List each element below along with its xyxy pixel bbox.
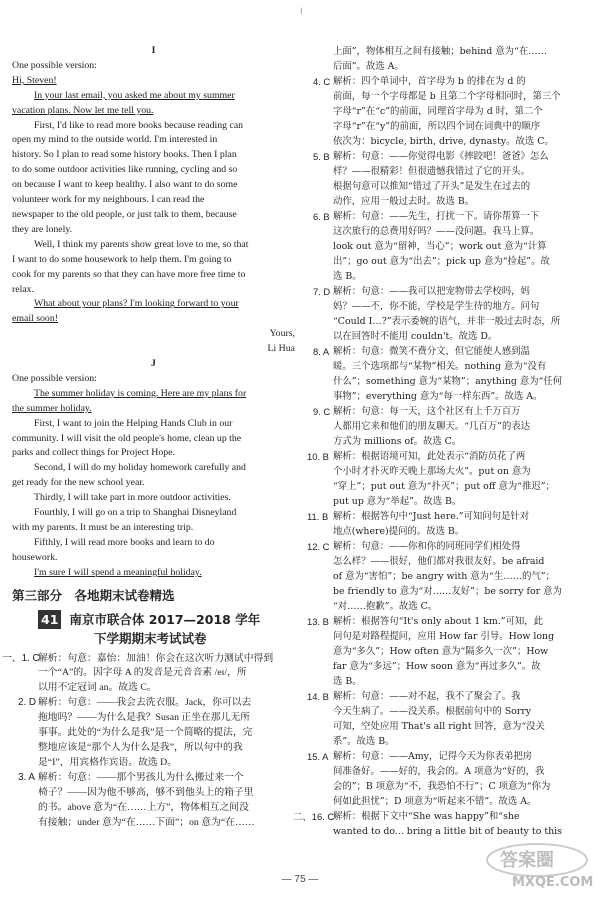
section-j-line: One possible version: <box>12 372 97 384</box>
section-i-line: relax. <box>12 283 35 295</box>
answer-item <box>12 696 295 771</box>
answer-number: 13. B <box>307 616 329 627</box>
answer-text: 前面，每一个字母都是 b 且第二个字母相同时，第三个 <box>333 91 561 102</box>
answer-line <box>307 824 593 839</box>
answer-line <box>307 269 593 284</box>
answer-line: 是“I”，用宾格作宾语。故选 D。 <box>38 756 178 768</box>
answer-text: 会的”；B 项意为“不，我恐怕不行”；C 项意为“你为 <box>333 781 551 792</box>
section-j-line: Thirdly, I will take part in more outdoor activities. <box>34 492 231 504</box>
answer-text: 地点(where)提问的。故选 B。 <box>333 526 465 537</box>
answer-number: 二、16. C <box>293 811 335 822</box>
section-j-line: the summer holiday. <box>12 402 92 414</box>
watermark-logo <box>482 838 592 890</box>
answer-line <box>307 344 593 359</box>
right-column <box>293 44 593 839</box>
answer-line <box>307 689 593 704</box>
answer-text: 解析：句意：微笑不费分文，但它能使人感到温 <box>333 346 530 357</box>
letter-signature: Li Hua <box>267 343 295 355</box>
paper-title-line1: 南京市联合体 2017—2018 学年 <box>69 611 261 627</box>
answer-item <box>12 771 295 831</box>
section-i-line: volunteer work for my neighbours. I can read the <box>12 194 205 206</box>
answer-line: 解析：句意：嘉怡：加油！你会在这次听力测试中得到 <box>38 652 274 664</box>
section-j-line: The summer holiday is coming. Here are my plans for <box>34 387 247 399</box>
answer-line <box>307 164 593 179</box>
answer-text: 妈？——不，你不能，学校是学生待的地方。问句 <box>333 301 540 312</box>
answer-line <box>307 674 593 689</box>
answer-text: 解析：句意：——你和你的同班同学们相处得 <box>333 541 521 552</box>
answer-line <box>307 569 593 584</box>
paper-title-line2: 下学期期末考试试卷 <box>94 630 207 646</box>
answer-line <box>307 299 593 314</box>
answer-text: “Could I…?”表示委婉的语气，并非一般过去时态，所 <box>333 316 561 327</box>
answer-line: 以用不定冠词 an。故选 C。 <box>38 682 157 694</box>
top-margin-mark: I <box>300 6 303 16</box>
svg-text:答案圈: 答案圈 <box>500 850 554 871</box>
answer-text: 方式为 millions of。故选 C。 <box>333 436 462 447</box>
answer-text: 问句是对路程提问，应用 How far 引导。How long <box>333 631 555 642</box>
answer-line <box>307 284 593 299</box>
answer-number: 7. D <box>313 286 331 297</box>
answer-number: 一、1. C <box>2 652 40 664</box>
answer-line: 拖地吗？——为什么是我？Susan 正坐在那儿无所 <box>38 712 250 724</box>
answer-number: 4. C <box>313 76 331 87</box>
answer-text: 选 B。 <box>333 676 362 687</box>
answer-line <box>307 539 593 554</box>
section-i-line: Well, I think my parents show great love to me, so that <box>34 238 249 250</box>
answer-text: 后面”。故选 A。 <box>333 61 404 72</box>
answer-line <box>307 629 593 644</box>
section-j-line: with my parents. It must be an interesting trip. <box>12 522 194 533</box>
answer-line: 的书。above 意为“在……上方”，物体相互之间没 <box>38 801 249 813</box>
answer-number: 8. A <box>313 346 330 357</box>
answer-text: far 意为“多远”；How soon 意为“再过多久”。故 <box>333 661 541 672</box>
answer-number: 11. B <box>307 511 329 522</box>
answer-line: 解析：句意：——那个男孩儿为什么搬过来一个 <box>38 771 244 783</box>
answer-line <box>307 74 593 89</box>
section-j-essay <box>12 372 295 581</box>
section-i-line: newspaper to the old people, or just talk to them, because <box>12 208 237 220</box>
answer-number: 14. B <box>307 691 329 702</box>
answer-text: 间准备好。——好的，我会的。A 项意为“好的，我 <box>333 766 545 777</box>
answer-number: 3. A <box>18 771 35 783</box>
answer-text: “对……抱歉”。故选 C。 <box>333 601 438 612</box>
answer-text: 人都用它来和他们的朋友聊天。“几百万”的表达 <box>333 421 531 432</box>
answer-text: 根据句意可以推知“错过了开头”是发生在过去的 <box>333 181 531 192</box>
answer-line <box>307 149 593 164</box>
answer-line <box>307 194 593 209</box>
answer-line <box>307 779 593 794</box>
answer-text: 解析：根据语境可知，此处表示“消防员花了两 <box>333 451 526 462</box>
left-answers <box>2 652 295 831</box>
answer-text: 字母“r”在“c”的前面，同理首字母为 d 时，第二个 <box>333 106 543 117</box>
answer-text: 依次为：bicycle, birth, drive, dynasty。故选 C。 <box>333 136 554 147</box>
section-i-line: vacation plans. Now let me tell you. <box>12 104 154 116</box>
answer-number: 9. C <box>313 406 331 417</box>
part-title: 第三部分 各地期末试卷精选 <box>12 587 175 603</box>
answer-line <box>307 554 593 569</box>
section-i-line: I want to do some housework to help them. I'm going to <box>12 253 232 265</box>
section-i-line: to do some outdoor activities like running, cycling and so <box>12 164 238 176</box>
answer-line <box>307 314 593 329</box>
answer-text: 字母“r”在“y”的前面，所以四个词在词典中的顺序 <box>333 121 541 132</box>
answer-text: 动作，应用一般过去时。故选 B。 <box>333 196 475 207</box>
section-j-line: Second, I will do my holiday homework carefully and <box>34 462 246 474</box>
answer-item <box>2 652 295 697</box>
answer-text: 解析：句意：——先生，打扰一下。请你帮算一下 <box>333 211 540 222</box>
section-j-line: community. I will visit the old people's home, clean up the <box>12 432 242 444</box>
answer-line <box>307 509 593 524</box>
section-i-line: Hi, Steven! <box>12 74 57 86</box>
section-i-line: open my mind to the outside world. I'm interested in <box>12 134 218 146</box>
answer-line <box>307 254 593 269</box>
answer-line <box>293 809 593 824</box>
answer-line <box>307 239 593 254</box>
answer-line: 椅子？——因为他不够高，够不到他头上的箱子里 <box>38 786 254 798</box>
answer-line <box>307 644 593 659</box>
section-j-heading: J <box>151 358 156 370</box>
answer-line <box>307 584 593 599</box>
answer-text: 出”；go out 意为“出去”；pick up 意为“捡起”。故 <box>333 256 550 267</box>
answer-line <box>307 659 593 674</box>
answer-text: 何如此担忧”；D 项意为“听起来不错”。故选 A。 <box>333 796 537 807</box>
svg-text:MXQE.COM: MXQE.COM <box>512 875 594 890</box>
answer-line: 事事。此处的“为什么是我”是一个简略的提法，完 <box>38 727 253 739</box>
answer-line <box>307 89 593 104</box>
answer-text: 解析：句意：每一天，这个社区有上千万百万 <box>333 406 521 417</box>
answer-text: 可知，空处应用 That's all right 回答，意为“没关 <box>333 721 545 732</box>
answer-text: 个小时才扑灭昨天晚上那场大火”。put on 意为 <box>333 466 531 477</box>
page-number: — 75 — <box>281 874 319 885</box>
answer-line: 一个“A”的。因字母 A 的发音是元音音素 /eɪ/，所 <box>38 667 247 679</box>
answer-text: 系”。故选 B。 <box>333 736 395 747</box>
section-i-line: on because I want to keep healthy. I also want to do some <box>12 179 238 191</box>
paper-title <box>12 610 295 648</box>
answer-line <box>307 524 593 539</box>
answer-text: 解析：句意：——我可以把宠物带去学校吗，妈 <box>333 286 530 297</box>
answer-text: 暖。三个选项都与“某物”相关。nothing 意为“没有 <box>333 361 547 372</box>
answer-text: 解析：句意：——Amy，记得今天为你表弟把房 <box>333 751 533 762</box>
answer-number: 12. C <box>307 541 330 552</box>
answer-text: 解析：四个单词中，首字母为 b 的排在为 d 的 <box>333 76 526 87</box>
section-i-heading: I <box>151 45 156 56</box>
answer-line <box>307 749 593 764</box>
answer-line <box>307 119 593 134</box>
answer-line <box>307 464 593 479</box>
answer-number: 15. A <box>307 751 329 762</box>
answer-text: 解析：根据答句“It's only about 1 km.”可知，此 <box>333 616 544 627</box>
answer-line <box>307 359 593 374</box>
answer-number: 10. B <box>307 451 329 462</box>
answer-line: 解析：句意：——我会去洗衣服。Jack，你可以去 <box>38 697 252 709</box>
answer-line <box>307 374 593 389</box>
answer-text: 选 B。 <box>333 271 362 282</box>
section-i-line: First, I'd like to read more books because reading can <box>34 119 244 131</box>
answer-line <box>307 764 593 779</box>
answer-line <box>307 224 593 239</box>
answer-text: wanted to do... bring a little bit of beauty to this <box>333 826 562 837</box>
answer-line <box>307 59 593 74</box>
answer-line <box>307 134 593 149</box>
answer-text: 解析：句意：——对不起，我不了聚会了。我 <box>333 691 521 702</box>
answer-text: 事物”；everything 意为“每一样东西”。故选 A。 <box>333 391 543 402</box>
section-j-line: Fifthly, I will read more books and learn to do <box>34 536 215 548</box>
answer-line <box>307 434 593 449</box>
section-i-line: What about your plans? I'm looking forward to your <box>34 298 239 310</box>
paper-number-badge: 41 <box>38 610 61 629</box>
answer-line <box>307 704 593 719</box>
answer-text: 上面”，物体相互之间有接触；behind 意为“在…… <box>333 46 547 57</box>
section-i-line: history. So I plan to read some history books. Then I plan <box>12 149 237 161</box>
section-i-line: In your last email, you asked me about my summer <box>34 89 235 101</box>
answer-line <box>307 719 593 734</box>
answer-number: 6. B <box>313 211 330 222</box>
answer-line <box>307 599 593 614</box>
answer-text: be friendly to 意为“对……友好”；be sorry for 意为 <box>333 586 562 597</box>
answer-line <box>307 44 593 59</box>
section-j-line: Fourthly, I will go on a trip to Shanghai Disneyland <box>34 507 237 519</box>
answer-line <box>307 209 593 224</box>
section-j-line: parks and collect things for Project Hope. <box>12 447 175 459</box>
answer-text: “穿上”；put out 意为“扑灭”；put off 意为“推迟”； <box>333 481 555 492</box>
answer-text: of 意为“害怕”；be angry with 意为“生……的气”； <box>333 571 555 582</box>
section-j-line: I'm sure I will spend a meaningful holiday. <box>34 566 202 578</box>
answer-text: 解析：句意：——你觉得电影《摔跤吧！爸爸》怎么 <box>333 151 549 162</box>
answer-line <box>307 494 593 509</box>
section-j-line: First, I want to join the Helping Hands Club in our <box>34 417 233 429</box>
answer-number: 5. B <box>313 151 330 162</box>
answer-text: 今天生病了。——没关系。根据前句中的 Sorry <box>333 706 532 717</box>
answer-text: 怎么样？——很好，他们都对我很友好。be afraid <box>333 556 545 567</box>
answer-text: put up 意为“举起”。故选 B。 <box>333 496 462 507</box>
answer-line <box>307 449 593 464</box>
answer-text: 解析：根据答句中“Just here.”可知问句是针对 <box>333 511 530 522</box>
section-j-line: housework. <box>12 551 58 563</box>
section-i-line: they are lonely. <box>12 223 73 235</box>
answer-text: 意为“多久”；How often 意为“隔多久一次”；How <box>333 646 549 657</box>
answer-line <box>307 734 593 749</box>
section-j-line: get ready for the new school year. <box>12 477 145 489</box>
answer-line <box>307 419 593 434</box>
answer-line: 有接触；under 意为“在……下面”；on 意为“在…… <box>38 816 255 828</box>
answer-text: 以在回答时不能用 couldn't。故选 D。 <box>333 331 498 342</box>
answer-line: 整地应该是“那个人为什么是我”，所以句中的我 <box>38 741 243 753</box>
answer-line <box>307 479 593 494</box>
answer-line <box>307 404 593 419</box>
answer-line <box>307 614 593 629</box>
answer-line <box>307 389 593 404</box>
section-i-line: One possible version: <box>12 59 97 71</box>
answer-text: 解析：根据下文中“She was happy”和“she <box>333 811 520 822</box>
letter-closing: Yours, <box>269 328 295 340</box>
answer-text: 样？——很精彩！但很遗憾我错过了它的开头。 <box>333 166 530 177</box>
answer-line <box>307 179 593 194</box>
left-column <box>2 44 295 830</box>
answer-number: 2. D <box>18 697 36 709</box>
answer-line <box>307 329 593 344</box>
answer-line <box>307 104 593 119</box>
answer-text: 这次旅行的总费用好吗？——没问题。我马上算。 <box>333 226 540 237</box>
section-i-line: cook for my parents so that they can have more free time to <box>12 268 246 280</box>
section-i-essay <box>12 59 295 327</box>
answer-text: look out 意为“留神，当心”；work out 意为“计算 <box>333 241 547 252</box>
answer-line <box>307 794 593 809</box>
section-i-line: email soon! <box>12 313 58 325</box>
answer-text: 什么”；something 意为“某物”；anything 意为“任何 <box>333 376 563 387</box>
